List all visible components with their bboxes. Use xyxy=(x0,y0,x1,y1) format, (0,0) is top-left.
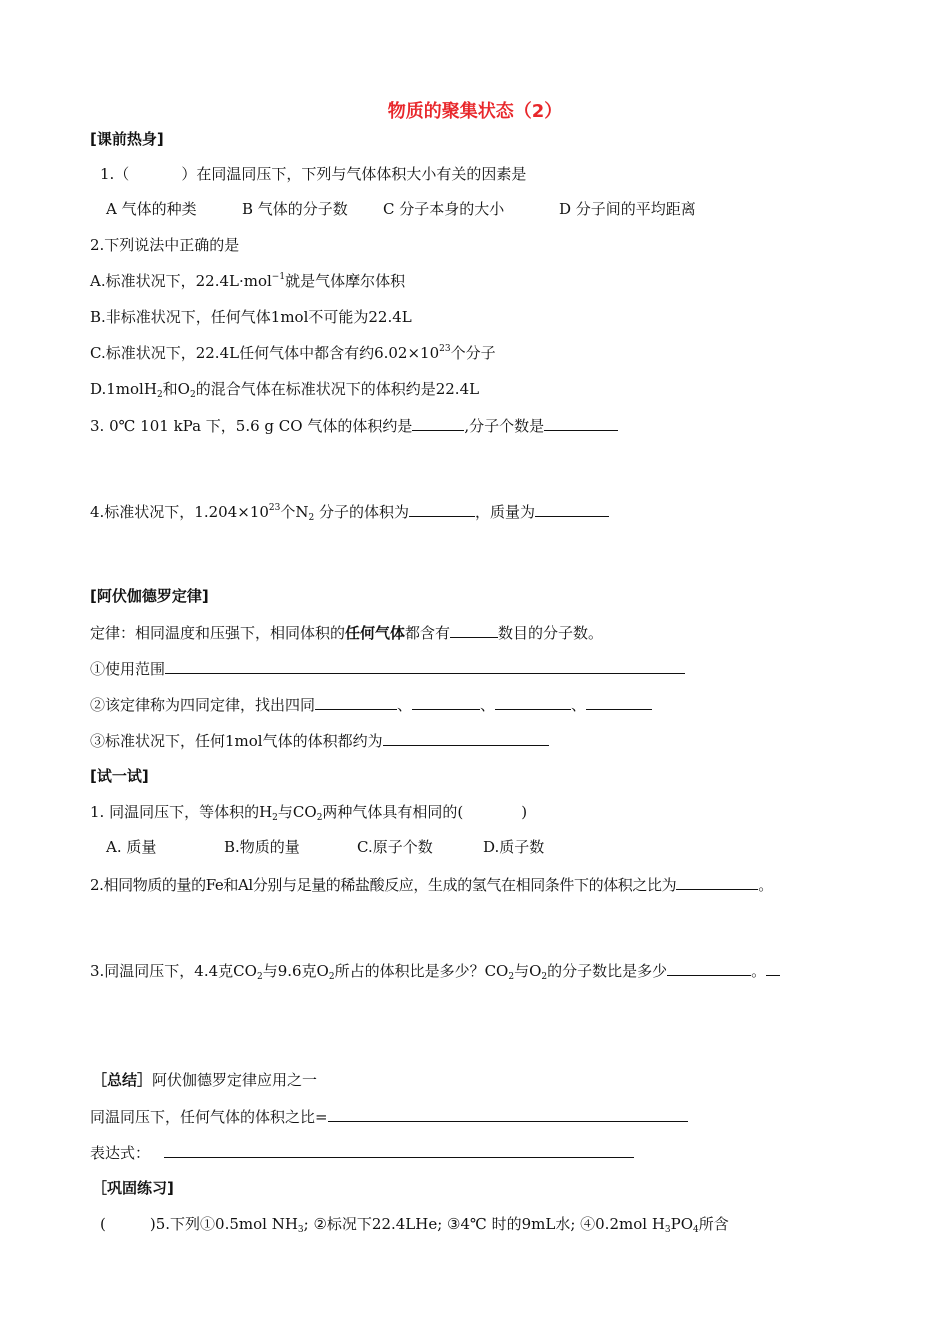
answer-blank[interactable] xyxy=(495,694,571,710)
q2-option-d: D.1molH$_2$和$O_2$的混合气体在标准状况下的体积约是22.4L xyxy=(90,380,480,400)
try-question-2: 2.相同物质的量的Fe和Al分别与足量的稀盐酸反应，生成的氢气在相同条件下的体积之比为 。 xyxy=(90,876,773,894)
q1-option-b: B 气体的分子数 xyxy=(242,200,348,218)
law-item-1: ①使用范围 xyxy=(90,658,685,679)
answer-blank[interactable] xyxy=(412,415,464,431)
section-summary: ［总结］ xyxy=(92,1071,153,1089)
try-question-1: 1. 同温同压下，等体积的$H_2$与$CO_2$两种气体具有相同的( ) xyxy=(90,803,528,823)
question-3: 3. 0℃ 101 kPa 下，5.6 g CO 气体的体积约是 ,分子个数是 xyxy=(90,415,618,436)
q1-num: 1.（ xyxy=(100,165,130,183)
q2-option-c: C.标准状况下，22.4L任何气体中都含有约$6.02\times 10^{23}$个分子 xyxy=(90,344,496,362)
law-item-3: ③标准状况下，任何1mol气体的体积都约为 xyxy=(90,730,549,751)
q2-option-a: A.标准状况下，22.4L·mol$^{-1}$就是气体摩尔体积 xyxy=(90,272,406,290)
answer-blank[interactable] xyxy=(409,501,475,517)
summary-heading: ［总结］阿伏伽德罗定律应用之一 xyxy=(92,1071,318,1089)
q1-option-d: D 分子间的平均距离 xyxy=(559,200,696,218)
answer-blank[interactable] xyxy=(165,658,685,674)
question-1 xyxy=(100,164,526,184)
answer-blank[interactable] xyxy=(450,622,498,638)
answer-blank[interactable] xyxy=(535,501,609,517)
section-warmup: [课前热身] xyxy=(90,130,164,148)
answer-blank[interactable] xyxy=(164,1142,634,1158)
try-q1-option-b: B.物质的量 xyxy=(224,838,300,856)
answer-blank[interactable] xyxy=(544,415,618,431)
page-title: 物质的聚集状态（2） xyxy=(387,101,563,122)
answer-blank[interactable] xyxy=(328,1106,688,1122)
q1-stem: ）在同温同压下，下列与气体体积大小有关的因素是 xyxy=(181,165,527,183)
section-avogadro: [阿伏伽德罗定律] xyxy=(90,587,209,605)
section-try: [试一试] xyxy=(90,767,149,785)
answer-blank[interactable] xyxy=(383,730,549,746)
practice-question-5: ( )5.下列①0.5mol $NH_3$; ②标况下22.4LHe; ③4℃ 时的9mL水; ④0.2mol $H_3PO_4$所含 xyxy=(100,1215,729,1235)
answer-blank[interactable] xyxy=(412,694,480,710)
try-q1-option-a: A. 质量 xyxy=(106,838,157,856)
question-2: 2.下列说法中正确的是 xyxy=(90,236,240,254)
law-statement: 定律：相同温度和压强下，相同体积的任何气体都含有 数目的分子数。 xyxy=(90,624,604,642)
answer-blank[interactable] xyxy=(667,960,751,976)
summary-line-1: 同温同压下，任何气体的体积之比= xyxy=(90,1106,688,1127)
try-q1-option-d: D.质子数 xyxy=(483,838,545,856)
question-4: 4.标准状况下，$1.204\times 10^{23}$个$N_2$ 分子的体积为 ，质量为 xyxy=(90,501,609,522)
section-practice: ［巩固练习] xyxy=(92,1179,174,1197)
answer-blank[interactable] xyxy=(315,694,397,710)
q2-option-b: B.非标准状况下，任何气体1mol不可能为22.4L xyxy=(90,308,412,326)
try-q1-option-c: C.原子个数 xyxy=(357,838,433,856)
summary-line-2: 表达式： xyxy=(90,1142,634,1163)
q1-option-c: C 分子本身的大小 xyxy=(383,200,505,218)
answer-blank[interactable] xyxy=(586,694,652,710)
try-question-3: 3.同温同压下，4.4克$CO_2$与9.6克$O_2$所占的体积比是多少？$CO_2$与$O_2$的分子数比是多少 。 xyxy=(90,960,780,981)
q1-option-a: A 气体的种类 xyxy=(106,200,197,218)
law-item-2: ②该定律称为四同定律，找出四同 、 、 、 xyxy=(90,694,652,715)
answer-blank[interactable] xyxy=(676,874,758,890)
